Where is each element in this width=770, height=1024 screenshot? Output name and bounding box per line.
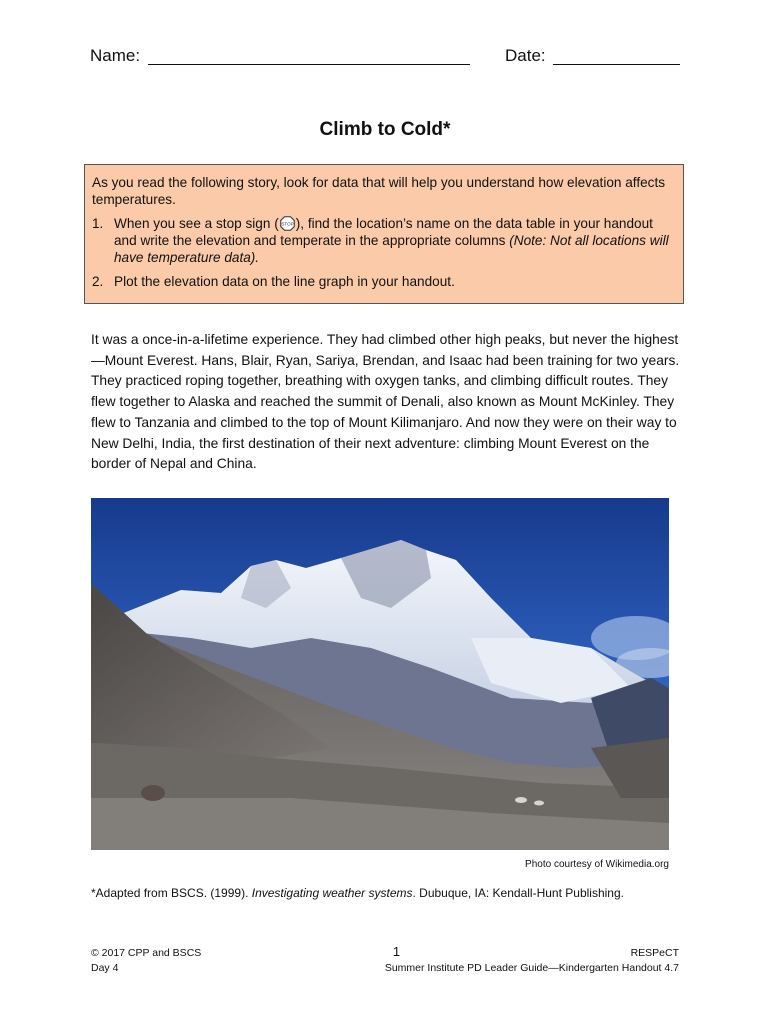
step-1-text-start: When you see a stop sign (: [114, 216, 279, 231]
header-row: [90, 46, 680, 70]
instruction-step-1: [92, 215, 676, 266]
footer-right: [385, 946, 679, 976]
name-blank-line[interactable]: [148, 64, 470, 65]
step-1-note: (Note: Not all locations will have temperature data).: [114, 233, 669, 265]
citation-before: *Adapted from BSCS. (1999).: [91, 886, 252, 900]
instructions-box: [84, 164, 684, 304]
story-paragraph: It was a once-in-a-lifetime experience. They had climbed other high peaks, but never the highest—Mount Everest. Hans, Blair, Ryan, Sariya, Brendan, and Isaac had been training for two years. They practiced roping together, breathing with oxygen tanks, and climbing difficult routes. They flew together to Alaska and reached the summit of Denali, also known as Mount McKinley. They flew to Tanzania and climbed to the top of Mount Kilimanjaro. And now they were on their way to New Delhi, India, the first destination of their next adventure: climbing Mount Everest on the border of Nepal and China.: [91, 332, 680, 472]
source-citation: [91, 886, 624, 900]
step-2-text: Plot the elevation data on the line graph in your handout.: [114, 274, 455, 289]
date-blank-line[interactable]: [553, 64, 680, 65]
footer-day: Day 4: [91, 962, 119, 974]
svg-text:STOP: STOP: [281, 221, 294, 227]
step-2-number: 2.: [92, 274, 104, 289]
photo-credit: Photo courtesy of Wikimedia.org: [525, 859, 669, 870]
instructions-intro: As you read the following story, look for data that will help you understand how elevation affects temperatures.: [92, 175, 666, 207]
footer-guide: Summer Institute PD Leader Guide—Kindergarten Handout 4.7: [384, 962, 679, 974]
name-label: Name:: [90, 46, 141, 65]
citation-after: . Dubuque, IA: Kendall-Hunt Publishing.: [412, 886, 624, 900]
page-title: Climb to Cold*: [319, 119, 451, 140]
instruction-step-2: [92, 273, 676, 290]
footer-program: RESPeCT: [630, 947, 679, 959]
page-number: 1: [392, 944, 401, 959]
footer-copyright: © 2017 CPP and BSCS: [91, 947, 202, 959]
mount-everest-photo: [91, 498, 669, 850]
instructions-list: [92, 215, 676, 290]
citation-title: Investigating weather systems: [251, 886, 413, 900]
date-label: Date:: [505, 46, 546, 65]
step-1-number: 1.: [92, 216, 104, 231]
step-1-text-end: ), find the location’s name on the data table in your handout and write the elevation and temperate in the appropriate columns: [114, 216, 653, 248]
stop-sign-icon: [280, 216, 295, 231]
